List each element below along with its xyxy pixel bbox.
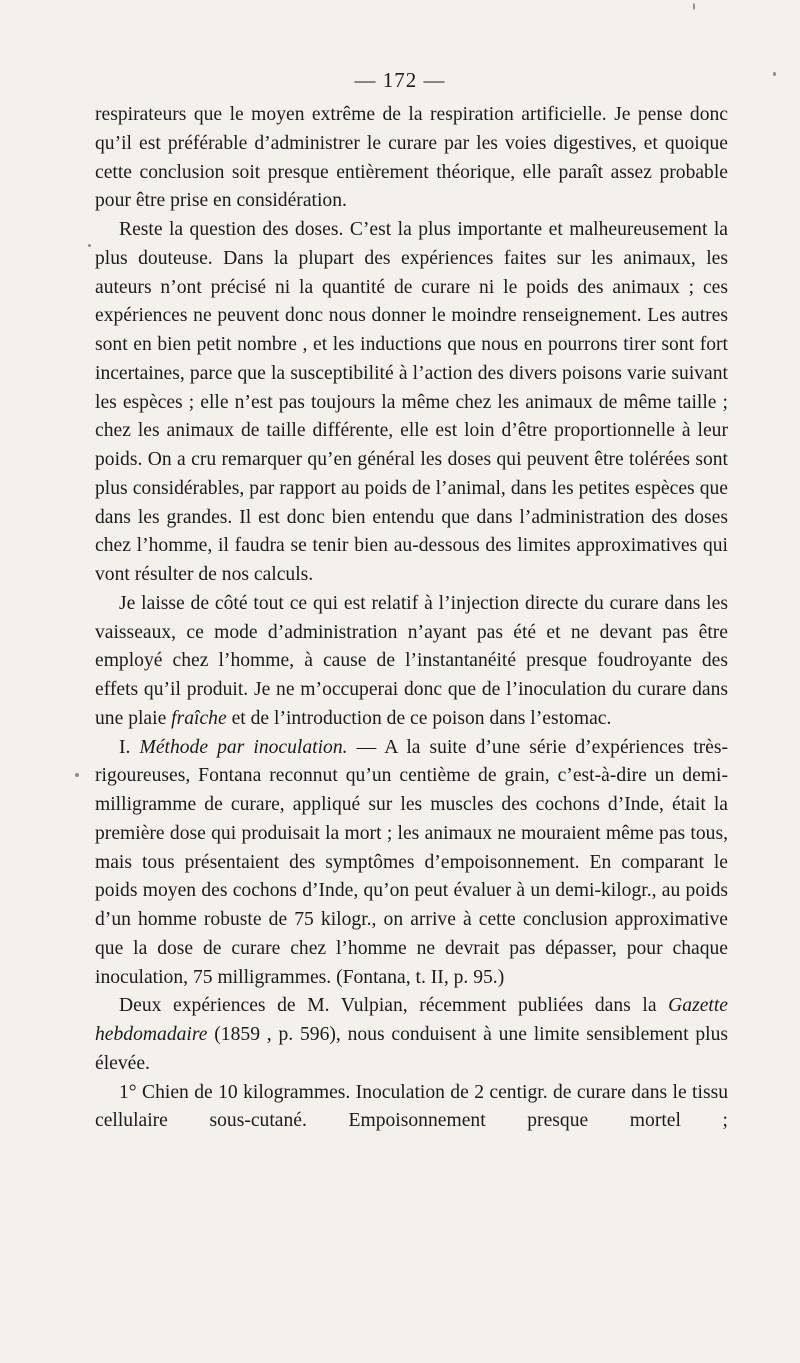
journal-title: Gazette hebdomadaire (95, 995, 728, 1045)
paragraph-3-text: Je laisse de côté tout ce qui est relatif à l’injection directe du curare dans les vaisseaux, ce mode d’administration n’ayant pas été et ne devant pas être employé chez l’homme, à cause de l’instantanéité presque foudroyante des effets qu’il produit. Je ne m’occuperai donc que de l’inoculation du curare dans une plaie (95, 592, 728, 729)
paragraph-3-emphasis: fraîche (171, 707, 227, 729)
paragraph-3 (95, 590, 728, 734)
scan-speck (773, 72, 776, 76)
paragraph-5-text: Deux expériences de M. Vulpian, récemment publiées dans la (119, 995, 669, 1017)
paragraph-5 (95, 992, 728, 1078)
paragraph-3-text-after: et de l’introduction de ce poison dans l’estomac. (226, 707, 612, 729)
section-number: I. (119, 736, 140, 758)
body-text (95, 101, 728, 1136)
paragraph-6 (95, 1079, 728, 1137)
paragraph-5-text-after: (1859 , p. 596), nous conduisent à une limite sensiblement plus élevée. (95, 1024, 728, 1074)
paragraph-4 (95, 734, 728, 993)
paragraph-2-text: Reste la question des doses. C’est la plus importante et malheureusement la plus douteuse. Dans la plupart des expériences faites sur les animaux, les auteurs n’ont précisé ni la quantité de curare ni le poids des animaux ; ces expériences ne peuvent donc nous donner le moindre renseignement. Les autres sont en bien petit nombre , et les inductions que nous en pourrons tirer sont fort incertaines, parce que la susceptibilité à l’action des divers poisons varie suivant les espèces ; elle n’est pas toujours la même chez les animaux de même taille ; chez les animaux de taille différente, elle est loin d’être proportionnelle à leur poids. On a cru remarquer qu’en général les doses qui peuvent être tolérées sont plus considérables, par rapport au poids de l’animal, dans les petites espèces que dans les grandes. Il est donc bien entendu que dans l’administration des doses chez l’homme, il faudra se tenir bien au-dessous des limites approximatives qui vont résulter de nos calculs. (95, 219, 728, 585)
scan-speck (75, 773, 79, 777)
paragraph-4-text: — A la suite d’une série d’expériences très-rigoureuses, Fontana reconnut qu’un centième de grain, c’est-à-dire un demi-milligramme de curare, appliqué sur les muscles des cochons d’Inde, était la première dose qui produisait la mort ; les animaux ne mouraient même pas tous, mais tous présentaient des symptômes d’empoisonnement. En comparant le poids moyen des cochons d’Inde, qu’on peut évaluer à un demi-kilogr., au poids d’un homme robuste de 75 kilogr., on arrive à cette conclusion approximative que la dose de curare chez l’homme ne devrait pas dépasser, pour chaque inoculation, 75 milligrammes. (Fontana, t. II, p. 95.) (95, 736, 729, 988)
page-number: — 172 — (354, 68, 446, 92)
scan-speck (88, 244, 91, 247)
paragraph-1-text: respirateurs que le moyen extrême de la respiration artificielle. Je pense donc qu’il est préférable d’administrer le curare par les voies digestives, et quoique cette conclusion soit presque entièrement théorique, elle paraît assez probable pour être prise en considération. (95, 104, 728, 212)
paragraph-2 (95, 216, 728, 590)
section-heading: Méthode par inoculation. (139, 736, 348, 758)
scan-speck (693, 3, 695, 10)
paragraph-1 (95, 101, 728, 216)
paragraph-6-text: 1° Chien de 10 kilogrammes. Inoculation de 2 centigr. de curare dans le tissu cellulaire sous-cutané. Empoisonnement presque mortel ; (95, 1081, 728, 1132)
